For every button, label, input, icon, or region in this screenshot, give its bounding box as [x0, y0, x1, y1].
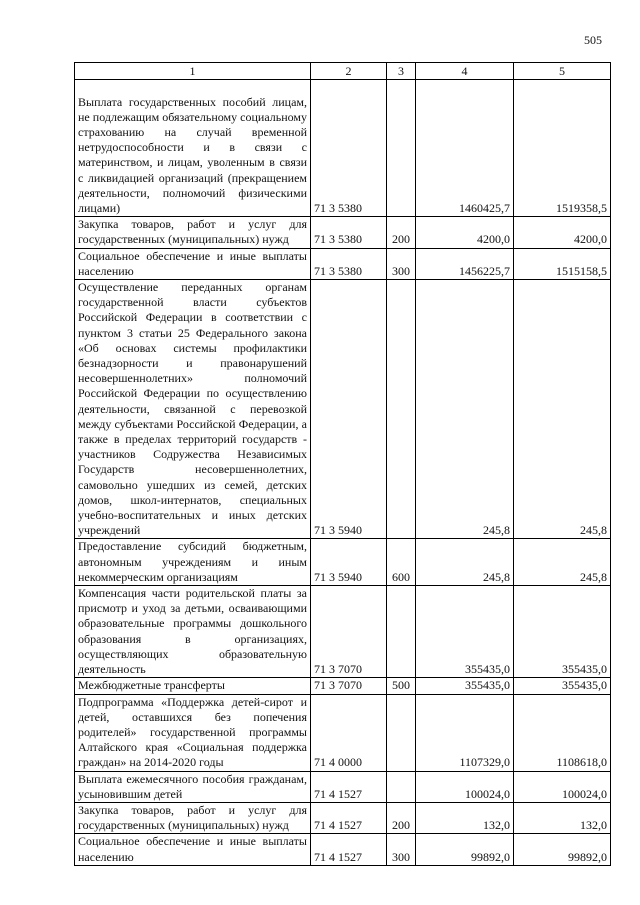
row-vr — [387, 694, 416, 771]
row-sum-2: 355435,0 — [514, 678, 611, 694]
row-vr: 300 — [387, 248, 416, 279]
row-vr — [387, 280, 416, 539]
table-row — [75, 217, 611, 248]
row-name: Выплата государственных пособий лицам, не подлежащим обязательному социальному страхованию на случай временной нетрудоспособности и в связи с материнством, и лицам, уволенным в связи с ликвидацией организаций (прекращением деятельности, полномочий физическими лицами) — [75, 80, 311, 217]
row-code: 71 3 7070 — [311, 678, 387, 694]
header-col-1: 1 — [75, 63, 311, 80]
table-row — [75, 539, 611, 586]
table-row — [75, 678, 611, 694]
row-vr: 500 — [387, 678, 416, 694]
row-sum-1: 245,8 — [416, 280, 514, 539]
row-sum-1: 99892,0 — [416, 834, 514, 865]
row-name: Социальное обеспечение и иные выплаты населению — [75, 248, 311, 279]
row-sum-1: 4200,0 — [416, 217, 514, 248]
row-sum-2: 1515158,5 — [514, 248, 611, 279]
row-code: 71 3 5940 — [311, 280, 387, 539]
table-row — [75, 694, 611, 771]
table-row — [75, 834, 611, 865]
row-sum-1: 1460425,7 — [416, 80, 514, 217]
row-name: Межбюджетные трансферты — [75, 678, 311, 694]
row-code: 71 3 7070 — [311, 586, 387, 678]
budget-table — [74, 62, 611, 866]
header-col-4: 4 — [416, 63, 514, 80]
row-name: Социальное обеспечение и иные выплаты населению — [75, 834, 311, 865]
row-sum-1: 355435,0 — [416, 586, 514, 678]
row-vr: 200 — [387, 217, 416, 248]
row-vr — [387, 80, 416, 217]
row-code: 71 4 1527 — [311, 834, 387, 865]
row-code: 71 3 5940 — [311, 539, 387, 586]
row-vr: 300 — [387, 834, 416, 865]
row-name: Подпрограмма «Поддержка детей-сирот и детей, оставшихся без попечения родителей» государственной программы Алтайского края «Социальная поддержка граждан» на 2014-2020 годы — [75, 694, 311, 771]
page-number: 505 — [584, 33, 602, 47]
table-row — [75, 280, 611, 539]
header-col-3: 3 — [387, 63, 416, 80]
row-vr: 200 — [387, 802, 416, 833]
row-sum-2: 1519358,5 — [514, 80, 611, 217]
table-row — [75, 771, 611, 802]
table-row — [75, 802, 611, 833]
row-name: Осуществление переданных органам государственной власти субъектов Российской Федерации в соответствии с пунктом 3 статьи 25 Федерального закона «Об основах системы профилактики безнадзорности и правонарушений несовершеннолетних» полномочий Российской Федерации по осуществлению деятельности, связанной с перевозкой между субъектами Российской Федерации, а также в пределах территорий государств - участников Содружества Независимых Государств несовершеннолетних, самовольно ушедших из семей, детских домов, школ-интернатов, специальных учебно-воспитательных и иных детских учреждений — [75, 280, 311, 539]
row-sum-1: 100024,0 — [416, 771, 514, 802]
row-name: Предоставление субсидий бюджетным, автономным учреждениям и иным некоммерческим организациям — [75, 539, 311, 586]
row-code: 71 3 5380 — [311, 80, 387, 217]
row-sum-2: 1108618,0 — [514, 694, 611, 771]
row-name: Компенсация части родительской платы за присмотр и уход за детьми, осваивающими образовательные программы дошкольного образования в организациях, осуществляющих образовательную деятельность — [75, 586, 311, 678]
row-sum-2: 99892,0 — [514, 834, 611, 865]
row-sum-2: 4200,0 — [514, 217, 611, 248]
row-name: Закупка товаров, работ и услуг для государственных (муниципальных) нужд — [75, 217, 311, 248]
row-sum-2: 245,8 — [514, 539, 611, 586]
row-sum-1: 1456225,7 — [416, 248, 514, 279]
row-sum-1: 355435,0 — [416, 678, 514, 694]
row-name: Выплата ежемесячного пособия гражданам, усыновившим детей — [75, 771, 311, 802]
row-code: 71 3 5380 — [311, 248, 387, 279]
row-code: 71 4 0000 — [311, 694, 387, 771]
row-sum-1: 1107329,0 — [416, 694, 514, 771]
row-vr — [387, 586, 416, 678]
row-code: 71 4 1527 — [311, 771, 387, 802]
row-sum-1: 132,0 — [416, 802, 514, 833]
header-col-2: 2 — [311, 63, 387, 80]
table-row — [75, 586, 611, 678]
row-code: 71 4 1527 — [311, 802, 387, 833]
table-row — [75, 80, 611, 217]
row-code: 71 3 5380 — [311, 217, 387, 248]
row-sum-2: 100024,0 — [514, 771, 611, 802]
row-sum-1: 245,8 — [416, 539, 514, 586]
header-col-5: 5 — [514, 63, 611, 80]
header-row — [75, 63, 611, 80]
table-row — [75, 248, 611, 279]
row-sum-2: 245,8 — [514, 280, 611, 539]
row-sum-2: 132,0 — [514, 802, 611, 833]
row-vr — [387, 771, 416, 802]
row-sum-2: 355435,0 — [514, 586, 611, 678]
row-name: Закупка товаров, работ и услуг для государственных (муниципальных) нужд — [75, 802, 311, 833]
row-vr: 600 — [387, 539, 416, 586]
